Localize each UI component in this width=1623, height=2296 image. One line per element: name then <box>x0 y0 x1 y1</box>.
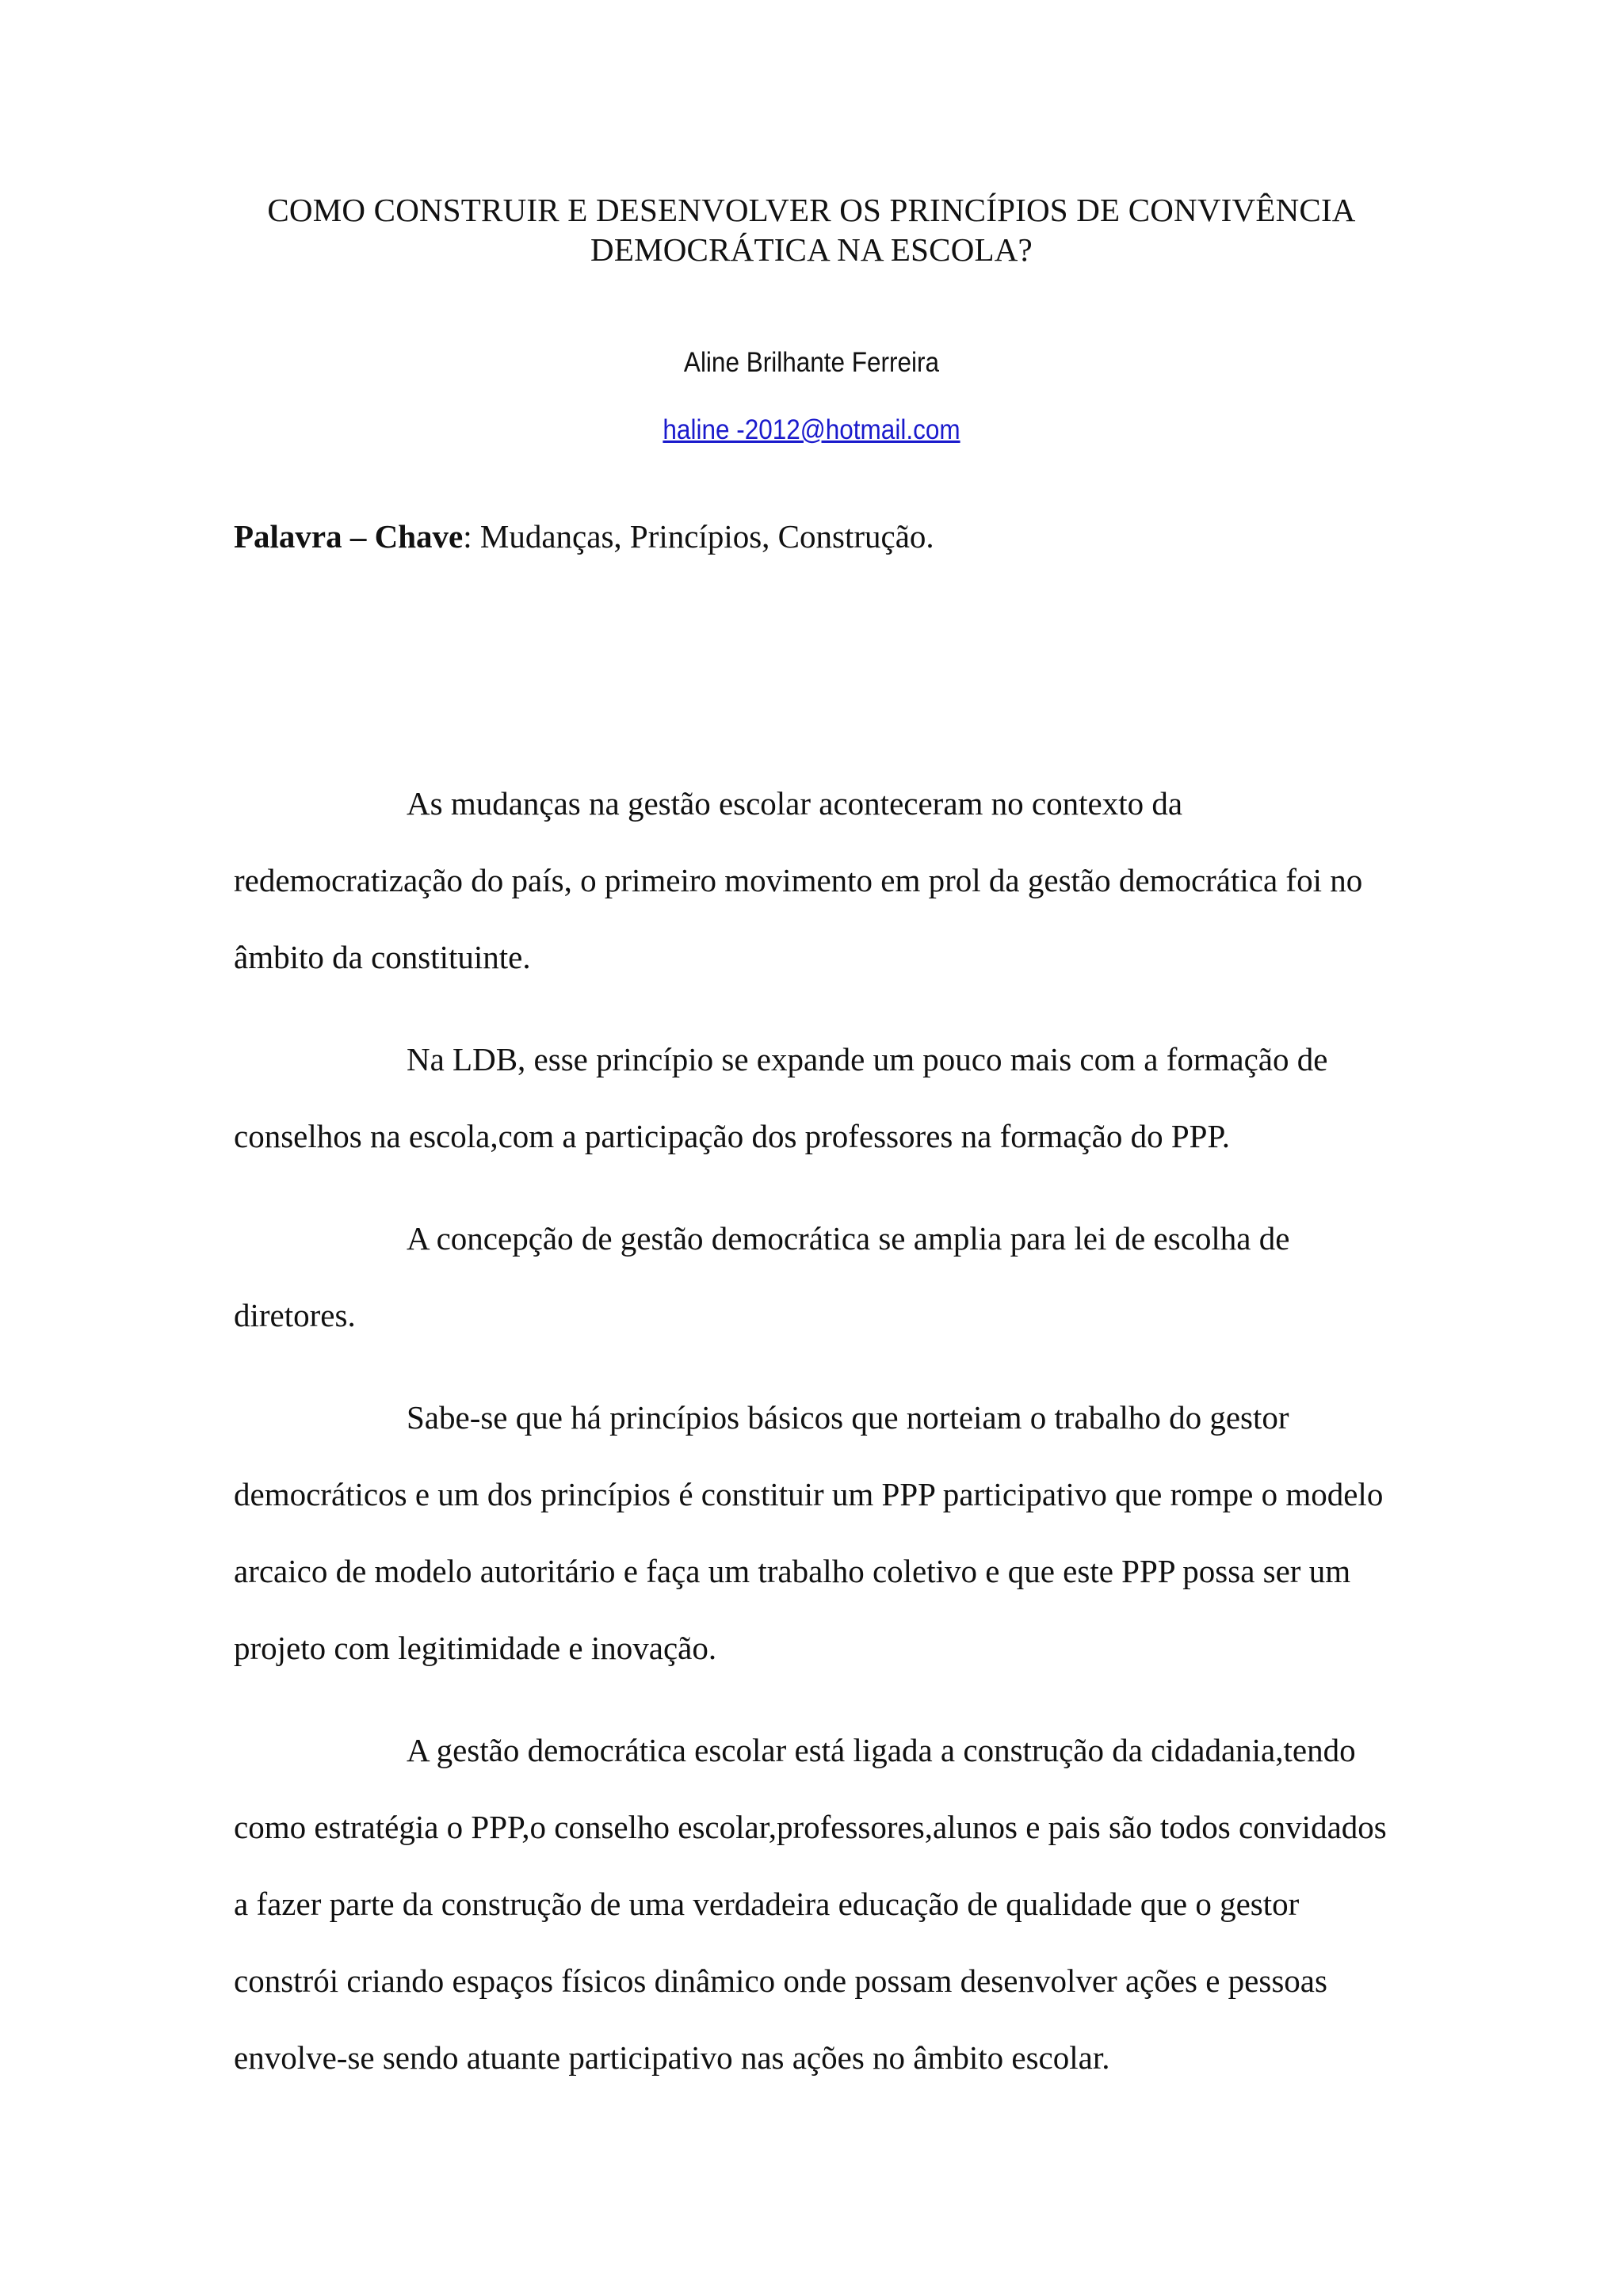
title-line-2: DEMOCRÁTICA NA ESCOLA? <box>590 231 1033 268</box>
paragraph-2: Na LDB, esse princípio se expande um pouco mais com a formação de conselhos na escola,com a participação dos professores na formação do PPP. <box>234 1041 1328 1154</box>
paragraph-4: Sabe-se que há princípios básicos que norteiam o trabalho do gestor democráticos e um dos princípios é constituir um PPP participativo que rompe o modelo arcaico de modelo autoritário e faça um trabalho coletivo e que este PPP possa ser um projeto com legitimidade e inovação. <box>234 1399 1384 1666</box>
author-name: Aline Brilhante Ferreira <box>683 347 940 378</box>
paragraph-1: As mudanças na gestão escolar aconteceram no contexto da redemocratização do país, o primeiro movimento em prol da gestão democrática foi no âmbito da constituinte. <box>234 785 1363 975</box>
keywords-label: Palavra – Chave <box>234 518 464 555</box>
author-email <box>81 413 1541 448</box>
paragraph-5: A gestão democrática escolar está ligada a construção da cidadania,tendo como estratégia o PPP,o conselho escolar,professores,alunos e pais são todos convidados a fazer parte da construção de uma verdadeira educação de qualidade que o gestor constrói criando espaços físicos dinâmico onde possam desenvolver ações e pessoas envolve-se sendo atuante participativo nas ações no âmbito escolar. <box>234 1732 1387 2076</box>
keywords-text: : Mudanças, Princípios, Construção. <box>463 518 934 555</box>
document-body <box>234 765 1391 2122</box>
paragraph-3: A concepção de gestão democrática se amplia para lei de escolha de diretores. <box>234 1220 1290 1333</box>
keywords-line <box>234 517 934 556</box>
email-link[interactable]: haline -2012@hotmail.com <box>663 414 960 445</box>
document-title <box>0 190 1623 269</box>
title-line-1: COMO CONSTRUIR E DESENVOLVER OS PRINCÍPIOS DE CONVIVÊNCIA <box>267 192 1356 228</box>
